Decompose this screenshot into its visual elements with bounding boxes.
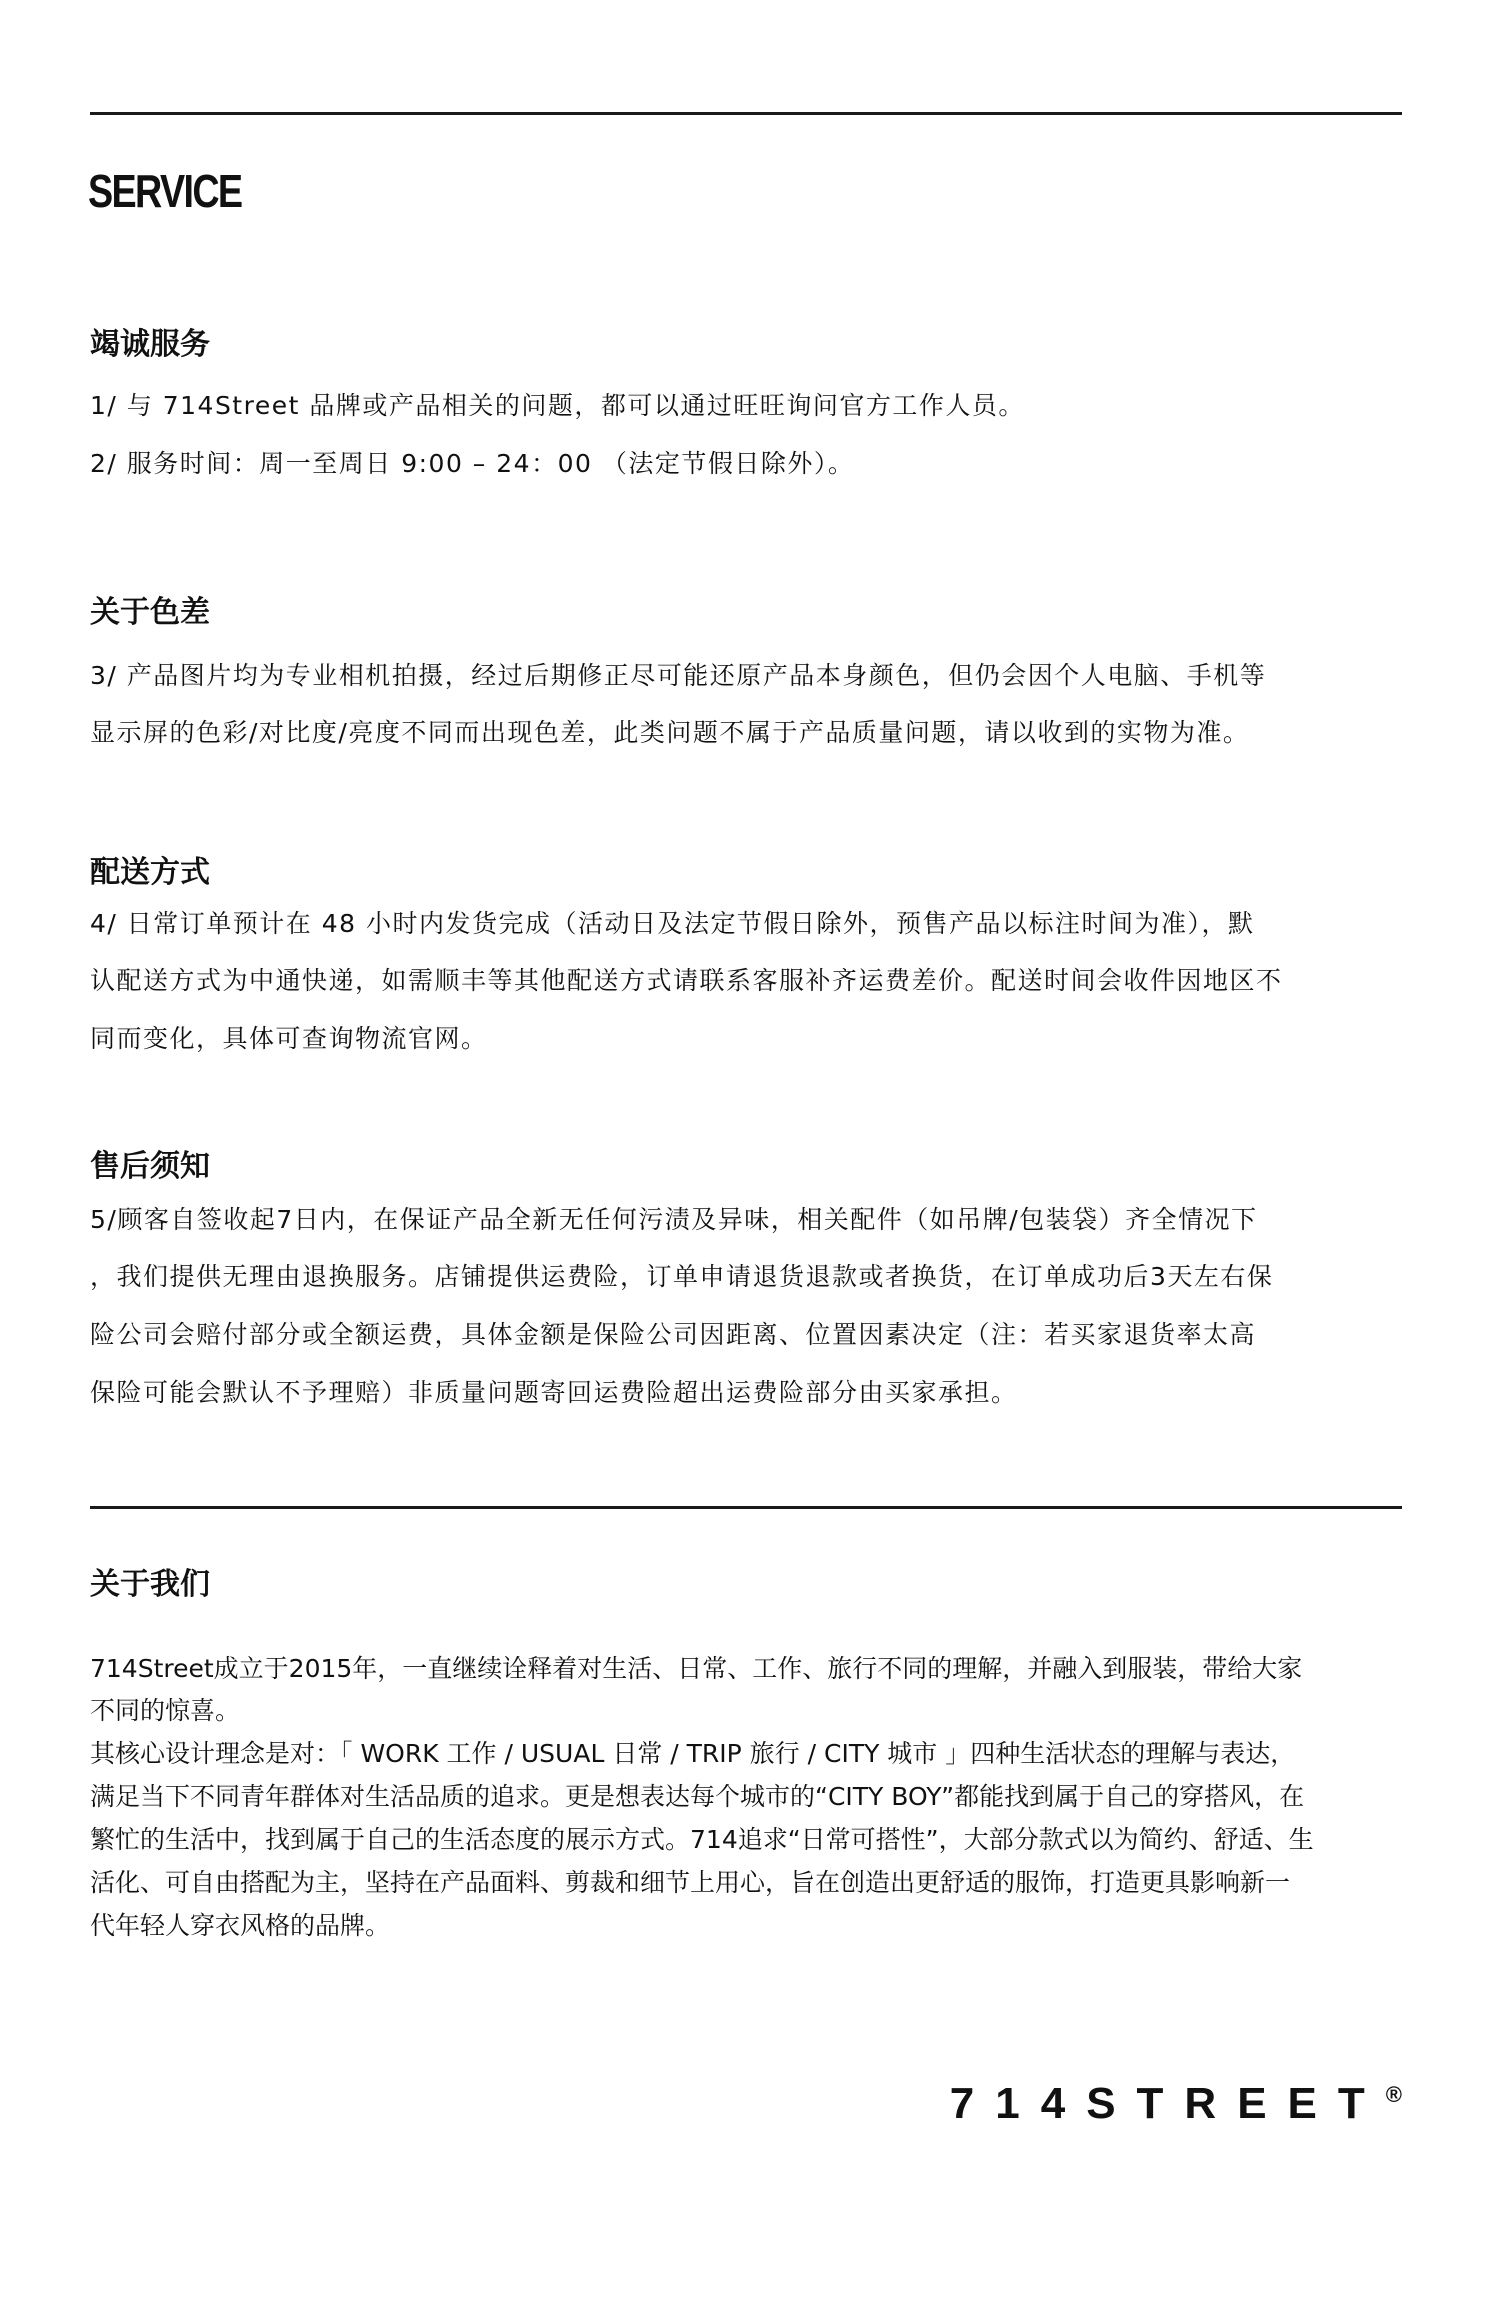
after-sales-line-3: 险公司会赔付部分或全额运费，具体金额是保险公司因距离、位置因素决定（注：若买家退货率太高 xyxy=(90,1320,1257,1349)
about-line-2: 不同的惊喜。 xyxy=(90,1696,241,1725)
middle-divider xyxy=(90,1506,1402,1509)
brand-logo xyxy=(949,2079,1402,2128)
section-heading-service: 竭诚服务 xyxy=(90,327,210,362)
registered-mark: ® xyxy=(1385,2082,1402,2107)
service-line-1: 1/ 与 714Street 品牌或产品相关的问题，都可以通过旺旺询问官方工作人员。 xyxy=(90,391,1025,420)
service-title: SERVICE xyxy=(88,165,242,217)
about-line-1: 714Street成立于2015年，一直继续诠释着对生活、日常、工作、旅行不同的理解，并融入到服装，带给大家 xyxy=(90,1654,1303,1683)
about-heading: 关于我们 xyxy=(90,1567,210,1602)
about-line-3: 其核心设计理念是对：「 WORK 工作 / USUAL 日常 / TRIP 旅行 / CITY 城市 」四种生活状态的理解与表达， xyxy=(90,1739,1296,1768)
section-heading-delivery: 配送方式 xyxy=(90,855,210,890)
delivery-line-1: 4/ 日常订单预计在 48 小时内发货完成（活动日及法定节假日除外，预售产品以标注时间为准），默 xyxy=(90,909,1255,938)
color-line-2: 显示屏的色彩/对比度/亮度不同而出现色差，此类问题不属于产品质量问题，请以收到的实物为准。 xyxy=(90,718,1250,747)
delivery-line-2: 认配送方式为中通快递，如需顺丰等其他配送方式请联系客服补齐运费差价。配送时间会收件因地区不 xyxy=(90,966,1283,995)
delivery-line-3: 同而变化，具体可查询物流官网。 xyxy=(90,1024,488,1053)
service-line-2: 2/ 服务时间：周一至周日 9:00 – 24：00 （法定节假日除外）。 xyxy=(90,449,855,478)
about-line-4: 满足当下不同青年群体对生活品质的追求。更是想表达每个城市的“CITY BOY”都能找到属于自己的穿搭风，在 xyxy=(90,1782,1305,1811)
about-line-6: 活化、可自由搭配为主，坚持在产品面料、剪裁和细节上用心，旨在创造出更舒适的服饰，打造更具影响新一 xyxy=(90,1868,1291,1897)
brand-logo-text: 714STREET xyxy=(949,2079,1386,2128)
top-divider xyxy=(90,112,1402,115)
section-heading-color-difference: 关于色差 xyxy=(90,595,210,630)
after-sales-line-1: 5/顾客自签收起7日内，在保证产品全新无任何污渍及异味，相关配件（如吊牌/包装袋）齐全情况下 xyxy=(90,1205,1258,1234)
about-line-7: 代年轻人穿衣风格的品牌。 xyxy=(90,1911,391,1940)
about-line-5: 繁忙的生活中，找到属于自己的生活态度的展示方式。714追求“日常可搭性”，大部分款式以为简约、舒适、生 xyxy=(90,1825,1314,1854)
after-sales-line-4: 保险可能会默认不予理赔）非质量问题寄回运费险超出运费险部分由买家承担。 xyxy=(90,1378,1018,1407)
section-heading-after-sales: 售后须知 xyxy=(90,1149,210,1184)
color-line-1: 3/ 产品图片均为专业相机拍摄，经过后期修正尽可能还原产品本身颜色，但仍会因个人电脑、手机等 xyxy=(90,661,1267,690)
after-sales-line-2: ，我们提供无理由退换服务。店铺提供运费险，订单申请退货退款或者换货，在订单成功后3天左右保 xyxy=(90,1262,1274,1291)
